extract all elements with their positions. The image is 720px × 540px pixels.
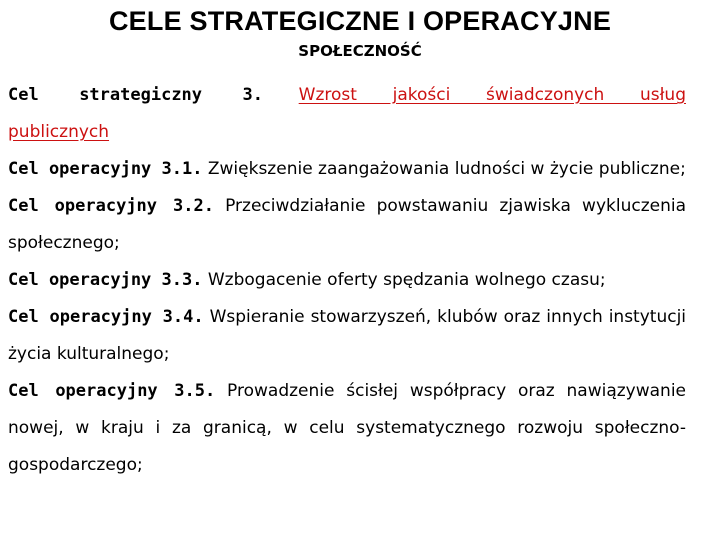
operational-goal-text: Zwiększenie zaangażowania ludności w życie publiczne; xyxy=(207,159,686,179)
operational-goal-label: Cel operacyjny 3.2. xyxy=(8,196,214,216)
operational-goal-3-3 xyxy=(8,262,686,299)
operational-goal-label: Cel operacyjny 3.4. xyxy=(8,307,204,327)
section-subtitle: SPOŁECZNOŚĆ xyxy=(298,42,422,60)
operational-goal-3-4 xyxy=(8,299,686,373)
strategic-goal-text: Wzrost jakości świadczonych usług publicznych xyxy=(8,85,686,142)
operational-goal-3-1 xyxy=(8,151,686,188)
operational-goal-text: Prowadzenie ścisłej współpracy oraz nawiązywanie nowej, w kraju i za granicą, w celu systematycznego rozwoju społeczno-gospodarczego; xyxy=(8,381,687,475)
operational-goal-label: Cel operacyjny 3.3. xyxy=(8,270,203,290)
strategic-goal-label: Cel strategiczny 3. xyxy=(8,85,263,105)
operational-goal-3-5 xyxy=(8,373,686,484)
strategic-goal xyxy=(8,77,686,151)
operational-goal-text: Przeciwdziałanie powstawaniu zjawiska wykluczenia społecznego; xyxy=(8,196,686,253)
operational-goal-label: Cel operacyjny 3.5. xyxy=(8,381,216,401)
operational-goal-label: Cel operacyjny 3.1. xyxy=(8,159,203,179)
goals-list xyxy=(8,77,686,484)
page-title: CELE STRATEGICZNE I OPERACYJNE xyxy=(108,6,612,36)
operational-goal-text: Wzbogacenie oferty spędzania wolnego czasu; xyxy=(207,270,606,290)
operational-goal-text: Wspieranie stowarzyszeń, klubów oraz innych instytucji życia kulturalnego; xyxy=(8,307,687,364)
operational-goal-3-2 xyxy=(8,188,686,262)
